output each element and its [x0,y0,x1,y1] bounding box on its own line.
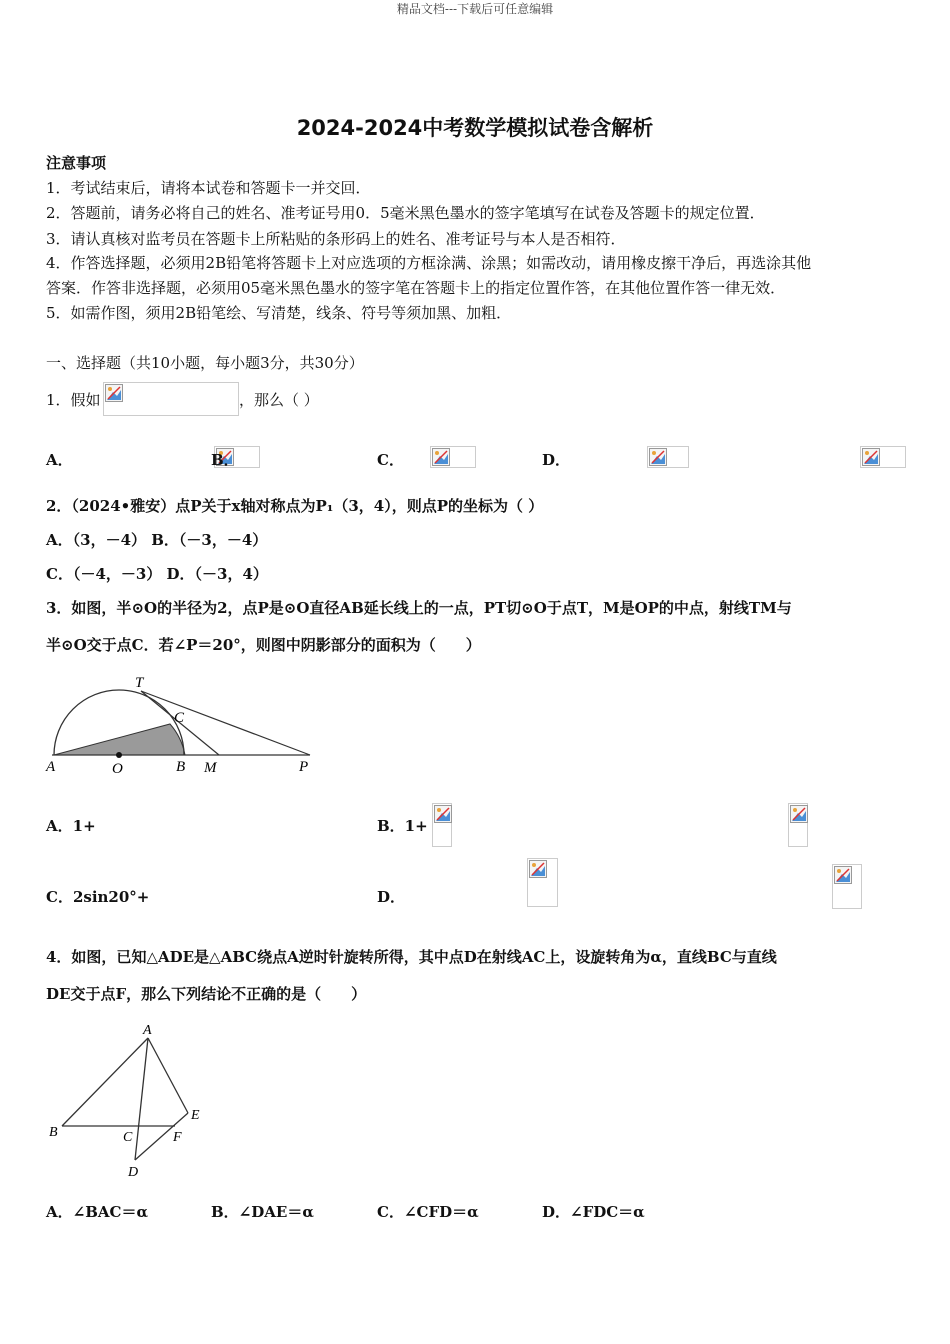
q1-formula-image [103,382,239,416]
q2-stem: 2．（2024•雅安）点P关于x轴对称点为P₁（3，4），则点P的坐标为（ ） [46,497,544,515]
label-o: O [112,761,123,777]
q1-suffix: ，那么（ ） [239,391,319,409]
side-ad [135,1038,148,1160]
q1-option-b-image [430,446,476,468]
image-icon [649,448,667,466]
q3-option-a: A．1+ [46,817,96,835]
q2-options-row2: C．（－4，－3） D．（－3，4） [46,565,268,583]
side-ab [62,1038,148,1126]
q4-stem-line2: DE交于点F，那么下列结论不正确的是（ ） [46,985,367,1003]
q3-stem-line1: 3．如图，半⊙O的半径为2，点P是⊙O直径AB延长线上的一点，PT切⊙O于点T，M是OP的中点，射线TM与 [46,599,792,617]
q3-stem-line2: 半⊙O交于点C．若∠P＝20°，则图中阴影部分的面积为（ ） [46,636,481,654]
label-d: D [128,1165,139,1180]
image-icon [434,805,452,823]
label-b: B [49,1125,58,1140]
label-t: T [135,675,144,691]
q4-figure [40,1018,220,1184]
label-f: F [173,1130,182,1145]
notice-item-2: 2．答题前，请务必将自己的姓名、准考证号用0．5毫米黑色墨水的签字笔填写在试卷及答题卡的规定位置． [46,204,765,222]
q1-option-d-image [860,446,906,468]
side-ae [148,1038,188,1113]
q1-option-c-image [647,446,689,468]
label-m: M [204,760,217,776]
q3-figure [40,668,320,780]
section-heading: 一、选择题（共10小题，每小题3分，共30分） [46,354,364,372]
image-icon [790,805,808,823]
notice-item-4: 4．作答选择题，必须用2B铅笔将答题卡上对应选项的方框涂满、涂黑；如需改动，请用橡皮擦干净后，再选涂其他 [46,254,812,272]
notice-item-3: 3．请认真核对监考员在答题卡上所粘贴的条形码上的姓名、准考证号与本人是否相符． [46,230,626,248]
q4-option-d: D．∠FDC＝α [542,1203,645,1221]
q2-options-row1: A．（3，－4） B．（－3，－4） [46,531,268,549]
q3-option-d: D． [377,888,406,906]
image-icon [862,448,880,466]
q1-option-b: B． [211,451,239,469]
q4-option-a: A．∠BAC＝α [46,1203,149,1221]
q3-option-b: B．1+ [377,817,428,835]
label-b: B [176,759,186,775]
q1-option-a: A． [46,451,73,469]
image-icon [432,448,450,466]
notice-item-5: 5．如需作图，须用2B铅笔绘、写清楚，线条、符号等须加黑、加粗． [46,304,512,322]
shaded-region [54,724,185,755]
notice-item-1: 1．考试结束后，请将本试卷和答题卡一并交回． [46,179,371,197]
q3-option-b-image [788,803,808,847]
center-point [116,752,122,758]
image-icon [529,860,547,878]
label-c: C [123,1130,133,1145]
q4-option-c: C．∠CFD＝α [377,1203,479,1221]
q1-option-d: D． [542,451,571,469]
page-title: 2024-2024中考数学模拟试卷含解析 [296,116,654,140]
q4-stem-line1: 4．如图，已知△ADE是△ABC绕点A逆时针旋转所得，其中点D在射线AC上，设旋转角为α，直线BC与直线 [46,948,777,966]
q3-option-a-image [432,803,452,847]
q3-option-c: C．2sin20°+ [46,888,150,906]
label-a: A [46,759,56,775]
notice-heading: 注意事项 [46,154,107,172]
page-header: 精品文档---下载后可任意编辑 [396,2,554,16]
label-e: E [191,1108,200,1123]
image-icon [105,384,123,402]
label-a: A [143,1023,152,1038]
label-c: C [174,710,185,726]
q3-option-c-image [527,858,558,907]
label-p: P [299,759,309,775]
notice-item-4-cont: 答案．作答非选择题，必须用05毫米黑色墨水的签字笔在答题卡上的指定位置作答，在其他位置作答一律无效． [46,279,786,297]
image-icon [834,866,852,884]
q1-option-c: C． [377,451,404,469]
q1-prefix: 1．假如 [46,391,101,409]
q3-option-d-image [832,864,862,909]
q4-option-b: B．∠DAE＝α [211,1203,314,1221]
